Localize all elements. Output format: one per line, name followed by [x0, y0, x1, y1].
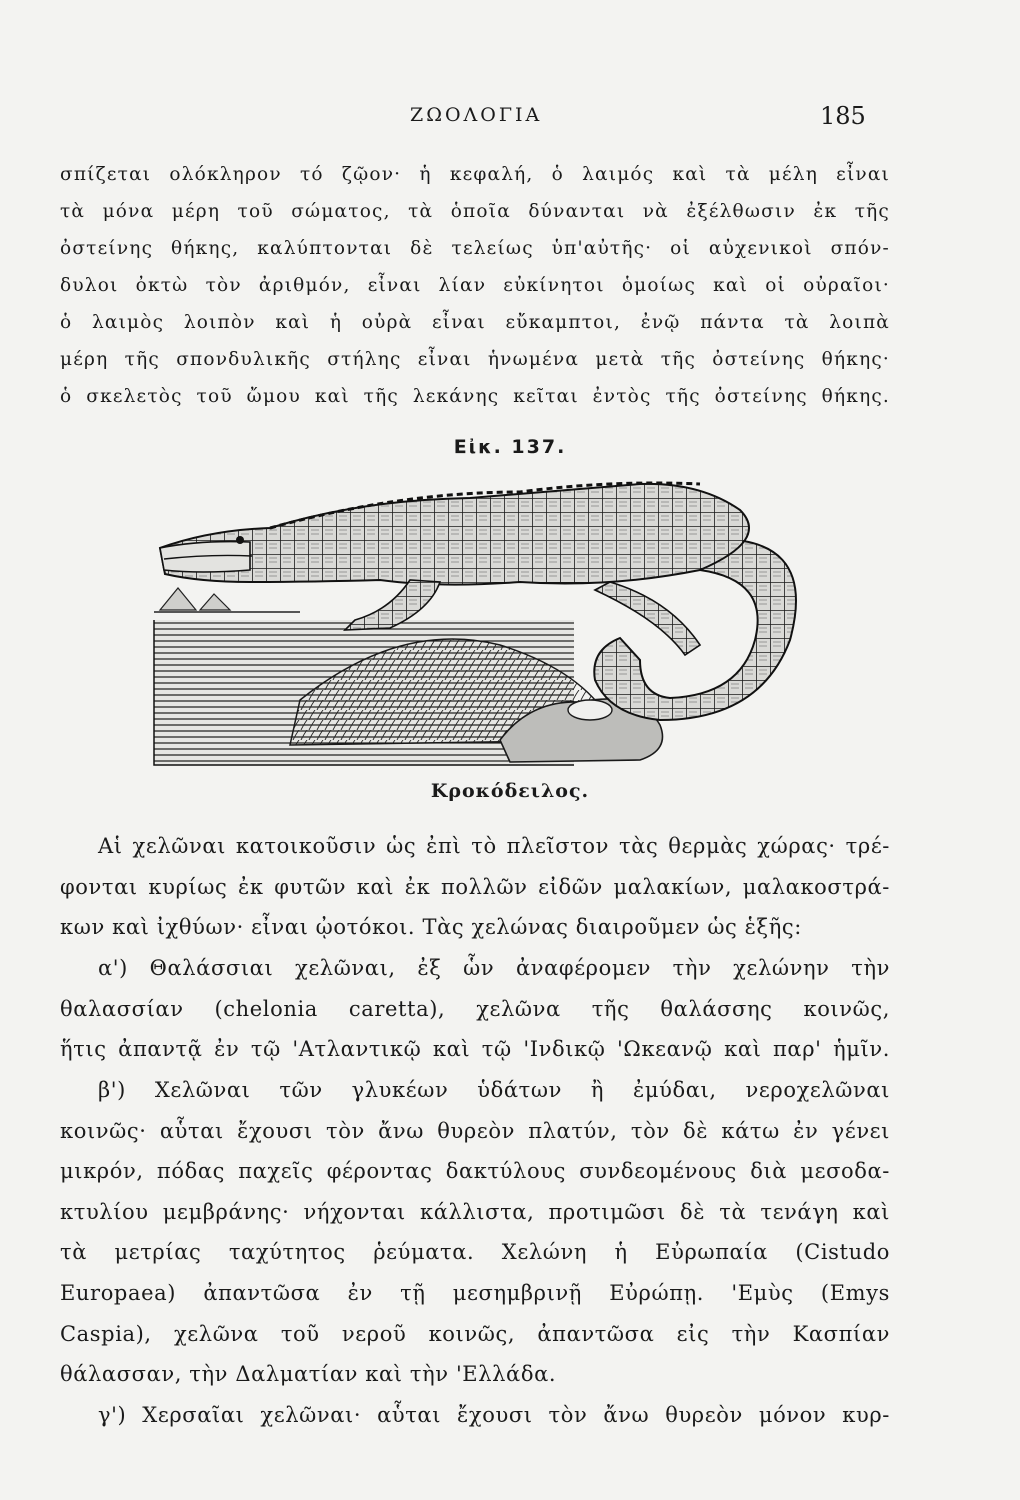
text-line: κτυλίου μεμβράνης· νήχονται κάλλιστα, προτιμῶσι δὲ τὰ τενάγη καὶ: [60, 1199, 890, 1224]
text-line: φονται κυρίως ἐκ φυτῶν καὶ ἐκ πολλῶν εἰδῶν μαλακίων, μαλακοστρά-: [60, 874, 890, 899]
crocodile-illustration: [140, 470, 900, 770]
paragraph-marine-turtles: [60, 948, 890, 1070]
text-line: μέρη τῆς σπονδυλικῆς στήλης εἶναι ἡνωμένα μετὰ τῆς ὀστείνης θήκης·: [60, 349, 890, 370]
crocodile-head: [160, 542, 250, 572]
paragraph-intro: [60, 826, 890, 948]
text-line: ἥτις ἀπαντᾷ ἐν τῷ 'Ατλαντικῷ καὶ τῷ 'Ινδικῷ 'Ωκεανῷ καὶ παρ' ἡμῖν.: [60, 1037, 890, 1062]
paragraph-freshwater-turtles: [60, 1070, 890, 1395]
text-line: σπίζεται ολόκληρον τό ζῷον· ἡ κεφαλή, ὁ λαιμός καὶ τὰ μέλη εἶναι: [60, 164, 890, 185]
pyramid-shape: [160, 588, 230, 610]
page-number: 185: [820, 102, 866, 130]
running-title: ΖΩΟΛΟΓΙΑ: [410, 104, 543, 126]
running-header: [0, 104, 1020, 134]
text-line: ὁ σκελετὸς τοῦ ὤμου καὶ τῆς λεκάνης κεῖται ἐντὸς τῆς ὀστείνης θήκης.: [60, 386, 890, 407]
figure-label: Εἰκ. 137.: [453, 436, 567, 458]
text-line: γ') Χερσαῖαι χελῶναι· αὗται ἔχουσι τὸν ἄνω θυρεὸν μόνον κυρ-: [98, 1403, 890, 1427]
text-line: τὰ μόνα μέρη τοῦ σώματος, τὰ ὁποῖα δύνανται νὰ ἐξέλθωσιν ἐκ τῆς: [60, 201, 890, 222]
figure-caption: Κροκόδειλος.: [430, 780, 590, 802]
text-line: κοινῶς· αὗται ἔχουσι τὸν ἄνω θυρεὸν πλατύν, τὸν δὲ κάτω ἐν γένει: [60, 1118, 890, 1143]
text-line: ὀστείνης θήκης, καλύπτονται δὲ τελείως ὑπ'αὐτῆς· οἱ αὐχενικοὶ σπόν-: [60, 238, 890, 259]
text-line: ὁ λαιμὸς λοιπὸν καὶ ἡ οὐρὰ εἶναι εὔκαμπτοι, ἐνῷ πάντα τὰ λοιπὰ: [60, 312, 890, 333]
text-line: Αἱ χελῶναι κατοικοῦσιν ὡς ἐπὶ τὸ πλεῖστον τὰς θερμὰς χώρας· τρέ-: [98, 834, 890, 858]
text-line: θάλασσαν, τὴν Δαλματίαν καὶ τὴν 'Ελλάδα.: [60, 1362, 557, 1387]
text-line: α') Θαλάσσιαι χελῶναι, ἐξ ὧν ἀναφέρομεν τὴν χελώνην τὴν: [98, 956, 890, 980]
text-line: τὰ μετρίας ταχύτητος ῥεύματα. Χελώνη ἡ Εὐρωπαία (Cistudo: [60, 1240, 890, 1265]
text-line: μικρόν, πόδας παχεῖς φέροντας δακτύλους συνδεομένους διὰ μεσοδα-: [60, 1159, 890, 1184]
paragraph-top: [60, 156, 890, 415]
text-line: β') Χελῶναι τῶν γλυκέων ὑδάτων ἢ ἐμύδαι, νεροχελῶναι: [98, 1078, 890, 1102]
text-line: Europaea) ἀπαντῶσα ἐν τῇ μεσημβρινῇ Εὐρώπῃ. 'Εμὺς (Emys: [60, 1280, 890, 1305]
text-line: κων καὶ ἰχθύων· εἶναι ᾠοτόκοι. Τὰς χελώνας διαιροῦμεν ὡς ἑξῆς:: [60, 915, 802, 940]
paragraph-land-turtles: [60, 1395, 890, 1436]
text-line: θαλασσίαν (chelonia caretta), χελῶνα τῆς θαλάσσης κοινῶς,: [60, 996, 890, 1021]
text-line: Caspia), χελῶνα τοῦ νεροῦ κοινῶς, ἀπαντῶσα εἰς τὴν Κασπίαν: [60, 1321, 890, 1346]
text-line: δυλοι ὀκτὼ τὸν ἀριθμόν, εἶναι λίαν εὐκίνητοι ὁμοίως καὶ οἱ οὐραῖοι·: [60, 275, 890, 296]
